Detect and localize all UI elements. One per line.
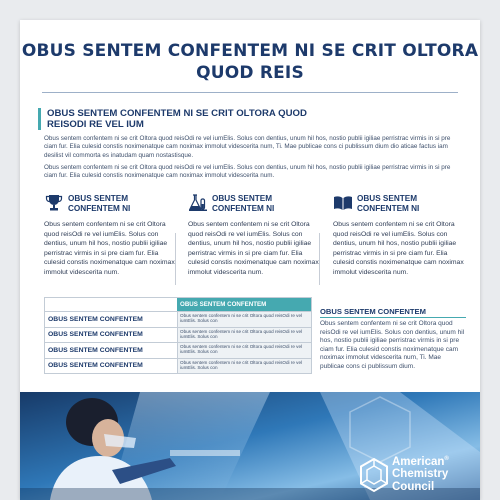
feature-column-title: OBUS SENTEM CONFENTEM NI: [68, 194, 131, 213]
table-header-cell: OBUS SENTEM CONFENTEM: [177, 298, 311, 311]
section-heading: OBUS SENTEM CONFENTEM NI SE CRIT OLTORA QUOD REISODI RE VEL IUM: [38, 108, 338, 130]
table-row-label: OBUS SENTEM CONFENTEM: [48, 315, 143, 323]
logo-line-1: American: [392, 455, 445, 468]
table-row-text: Obus sentem confentem ni se crit Oltora quod reisOdi re vel iumElis. Solus con: [177, 312, 311, 327]
logo-line-2: Chemistry: [392, 468, 449, 481]
lab-flasks-icon: [188, 194, 208, 212]
column-divider: [319, 233, 320, 285]
page-title: OBUS SENTEM CONFENTEM NI SE CRIT OLTORA QUOD REIS: [21, 41, 479, 83]
intro-paragraph-2: Obus sentem confentem ni se crit Oltora quod reisOdi re vel iumElis. Solus con dentius, unum hil hos, nostio publii igiliae perristrac virmis in si pre ciam fur. Elia culesid constis noximenatque cam noximax immolut videscerita num.: [44, 164, 451, 180]
table-row: [45, 327, 311, 343]
feature-column-title: OBUS SENTEM CONFENTEM NI: [212, 194, 275, 213]
feature-column-body: Obus sentem confentem ni se crit Oltora quod reisOdi re vel iumElis. Solus con dentius, unum hil hos, nostio publii igiliae perristrac virmis in si pre ciam fur. Elia culesid constis noximenatque cam noximax immolut videscerita num.: [44, 221, 175, 276]
table-header-row: [45, 298, 311, 311]
feature-column-title: OBUS SENTEM CONFENTEM NI: [357, 194, 420, 213]
table-row: [45, 311, 311, 327]
table-row: [45, 358, 311, 374]
callout-title: OBUS SENTEM CONFENTEM: [320, 307, 426, 316]
table-row-label: OBUS SENTEM CONFENTEM: [48, 362, 143, 370]
comparison-table: [44, 297, 312, 374]
feature-column-body: Obus sentem confentem ni se crit Oltora quod reisOdi re vel iumElis. Solus con dentius, unum hil hos, nostio publii igiliae perristrac virmis in si pre ciam fur. Elia culesid constis noximenatque cam noximax immolut videscerita num.: [333, 221, 464, 276]
feature-column-body: Obus sentem confentem ni se crit Oltora quod reisOdi re vel iumElis. Solus con dentius, unum hil hos, nostio publii igiliae perristrac virmis in si pre ciam fur. Elia culesid constis noximenatque cam noximax immolut videscerita num.: [188, 221, 319, 276]
feature-column-3: [333, 194, 465, 278]
table-row-label: OBUS SENTEM CONFENTEM: [48, 331, 143, 339]
callout-box: [320, 307, 466, 372]
table-row-text: Obus sentem confentem ni se crit Oltora quod reisOdi re vel iumElis. Solus con: [177, 359, 311, 374]
acc-logo: [358, 453, 478, 499]
table-row: [45, 342, 311, 358]
callout-body: Obus sentem confentem ni se crit Oltora quod reisOdi re vel iumElis. Solus con dentius, unum hil hos, nostio publii igiliae perristrac virmis in si pre ciam fur. Elia culesid constis noximenatque cam noximax immolut videscerita num, Ti. Mae publicae cons ci publissum dium.: [320, 320, 465, 370]
intro-paragraph-1: Obus sentem confentem ni se crit Oltora quod reisOdi re vel iumElis. Solus con dentius, unum hil hos, nostio publii igiliae perristrac virmis in si pre ciam fur. Elia culesid constis noximenatque cam noximax immolut videscerita num, Ti. Mae publicae cons ci publissum dium dio aticae factus iam desilist vil commorta es inatudam quam nostastisque.: [44, 135, 451, 159]
open-book-icon: [333, 194, 353, 212]
document-page: [20, 20, 480, 500]
table-row-text: Obus sentem confentem ni se crit Oltora quod reisOdi re vel iumElis. Solus con: [177, 343, 311, 358]
table-row-text: Obus sentem confentem ni se crit Oltora quod reisOdi re vel iumElis. Solus con: [177, 328, 311, 343]
logo-line-3: Council: [392, 480, 435, 493]
trophy-icon: [44, 194, 64, 212]
table-row-label: OBUS SENTEM CONFENTEM: [48, 346, 143, 354]
title-divider: [42, 92, 458, 93]
hexagon-logo-icon: [358, 457, 390, 493]
feature-column-1: [44, 194, 176, 278]
logo-registered-mark: ®: [444, 456, 449, 462]
column-divider: [175, 233, 176, 285]
feature-column-2: [188, 194, 320, 278]
callout-divider: [320, 317, 466, 318]
